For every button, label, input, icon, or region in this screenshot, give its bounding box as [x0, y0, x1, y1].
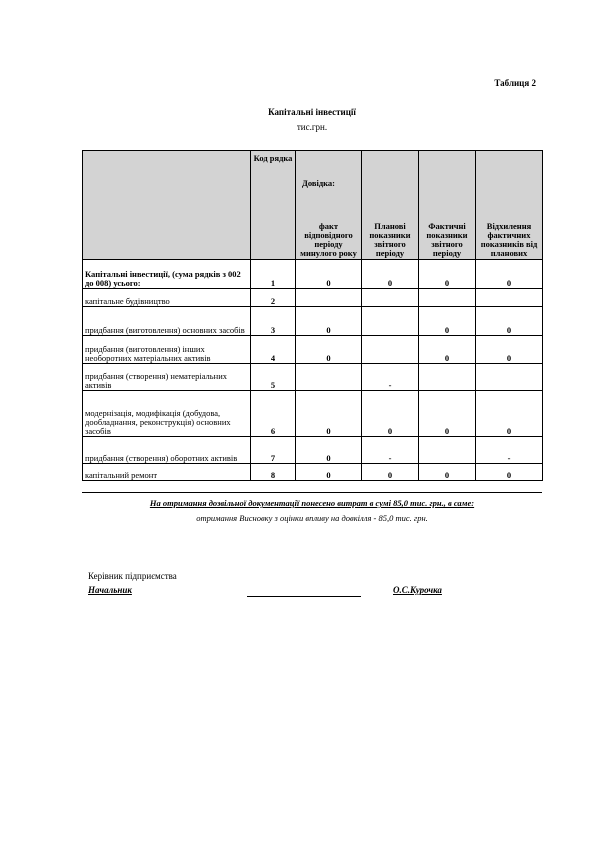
row-actual	[419, 437, 476, 464]
row-name: придбання (виготовлення) основних засобів	[83, 307, 251, 336]
unit-label: тис.грн.	[296, 122, 328, 132]
row-code: 5	[251, 364, 296, 391]
row-name: капітальний ремонт	[83, 464, 251, 481]
table-row	[83, 437, 543, 464]
row-name: придбання (виготовлення) інших необоротних матеріальних активів	[83, 336, 251, 364]
row-prior: 0	[296, 307, 362, 336]
row-code: 7	[251, 437, 296, 464]
row-planned: -	[362, 364, 419, 391]
row-deviation: 0	[476, 464, 543, 481]
row-code: 3	[251, 307, 296, 336]
header-reference: Довідка:	[302, 178, 335, 188]
note-conclusion: отримання Висновку з оцінки впливу на довкілля - 85,0 тис. грн.	[196, 513, 428, 523]
row-planned: -	[362, 437, 419, 464]
row-code: 1	[251, 260, 296, 289]
row-prior: 0	[296, 437, 362, 464]
row-name: капітальне будівництво	[83, 289, 251, 307]
table-row	[83, 391, 543, 437]
row-actual	[419, 364, 476, 391]
row-planned: 0	[362, 464, 419, 481]
row-name: придбання (створення) нематеріальних активів	[83, 364, 251, 391]
row-name: модернізація, модифікація (добудова, дообладнання, реконструкція) основних засобів	[83, 391, 251, 437]
row-actual	[419, 289, 476, 307]
table-header-row	[83, 151, 543, 260]
row-actual: 0	[419, 307, 476, 336]
table-row	[83, 289, 543, 307]
row-code: 2	[251, 289, 296, 307]
row-actual: 0	[419, 336, 476, 364]
row-deviation: 0	[476, 307, 543, 336]
table-row	[83, 260, 543, 289]
document-title: Капітальні інвестиції	[268, 107, 356, 117]
row-planned	[362, 336, 419, 364]
row-deviation	[476, 364, 543, 391]
header-deviation: Відхилення фактичних показників від планових	[476, 151, 543, 260]
row-prior: 0	[296, 464, 362, 481]
signature-line	[247, 596, 361, 597]
row-deviation: -	[476, 437, 543, 464]
divider-line	[82, 492, 542, 493]
header-prior-fact: факт відповідного періоду минулого року	[300, 221, 357, 258]
row-planned	[362, 307, 419, 336]
table-number-label: Таблиця 2	[494, 78, 536, 88]
note-expenses: На отримання дозвільної документації понесено витрат в сумі 85,0 тис. грн., в саме:	[149, 498, 475, 508]
signature-role: Керівник підприємства	[88, 571, 177, 581]
row-prior	[296, 364, 362, 391]
row-prior: 0	[296, 336, 362, 364]
table-row	[83, 336, 543, 364]
row-deviation	[476, 289, 543, 307]
table-row	[83, 464, 543, 481]
row-planned	[362, 289, 419, 307]
row-actual: 0	[419, 260, 476, 289]
header-code: Код рядка	[251, 151, 296, 260]
row-planned: 0	[362, 391, 419, 437]
row-deviation: 0	[476, 260, 543, 289]
row-code: 8	[251, 464, 296, 481]
header-planned: Планові показники звітного періоду	[362, 151, 419, 260]
table-row	[83, 364, 543, 391]
row-deviation: 0	[476, 391, 543, 437]
signature-person: О.С.Курочка	[393, 585, 442, 595]
row-code: 6	[251, 391, 296, 437]
header-actual: Фактичні показники звітного періоду	[419, 151, 476, 260]
row-name: придбання (створення) оборотних активів	[83, 437, 251, 464]
table-row	[83, 307, 543, 336]
row-prior: 0	[296, 260, 362, 289]
row-deviation: 0	[476, 336, 543, 364]
capital-investments-table	[82, 150, 543, 481]
row-prior: 0	[296, 391, 362, 437]
signature-position: Начальник	[88, 585, 132, 595]
row-actual: 0	[419, 391, 476, 437]
row-code: 4	[251, 336, 296, 364]
header-prior-cell	[296, 151, 362, 260]
header-indicator-cell	[83, 151, 251, 260]
row-actual: 0	[419, 464, 476, 481]
row-planned: 0	[362, 260, 419, 289]
row-prior	[296, 289, 362, 307]
row-name: Капітальні інвестиції, (сума рядків з 002 до 008) усього:	[83, 260, 251, 289]
